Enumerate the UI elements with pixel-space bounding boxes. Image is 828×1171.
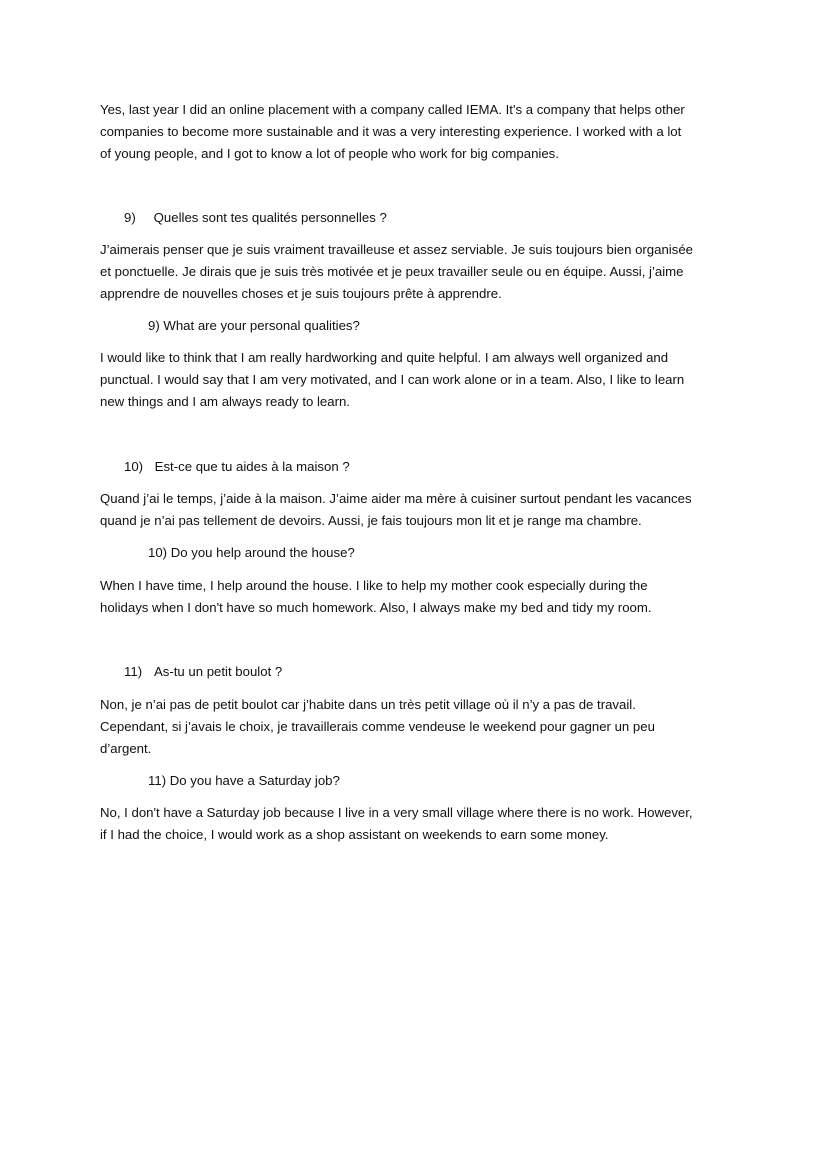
english-question-11: 11) Do you have a Saturday job? [148,773,340,788]
french-question-10 [124,456,350,478]
french-question-9 [124,207,387,229]
english-question-9: 9) What are your personal qualities? [148,318,360,333]
english-question-10: 10) Do you help around the house? [148,545,355,560]
paragraph-line: Yes, last year I did an online placement with a company called IEMA. It's a company that helps other [100,102,685,117]
intro-answer-paragraph [100,99,732,164]
paragraph-line: of young people, and I got to know a lot of people who work for big companies. [100,145,559,161]
paragraph-line: new things and I am always ready to learn. [100,393,350,409]
paragraph-line: Quand j’ai le temps, j’aide à la maison. J’aime aider ma mère à cuisiner surtout pendant les vacances [100,491,692,506]
paragraph-line: No, I don't have a Saturday job because I live in a very small village where there is no work. However, [100,805,693,820]
english-answer-10 [100,575,732,619]
paragraph-line: J’aimerais penser que je suis vraiment travailleuse et assez serviable. Je suis toujours bien organisée [100,242,693,257]
paragraph-line: quand je n’ai pas tellement de devoirs. Aussi, je fais toujours mon lit et je range ma chambre. [100,512,642,528]
paragraph-line: d’argent. [100,740,152,756]
french-answer-10 [100,488,732,532]
french-answer-11 [100,694,732,759]
paragraph-line: companies to become more sustainable and it was a very interesting experience. I worked with a lot [100,123,682,139]
french-answer-9 [100,239,732,304]
question-number: 10) [124,459,144,474]
paragraph-line: apprendre de nouvelles choses et je suis toujours prête à apprendre. [100,285,502,301]
paragraph-line: if I had the choice, I would work as a shop assistant on weekends to earn some money. [100,826,609,842]
english-answer-9 [100,347,732,412]
english-answer-11 [100,802,732,846]
question-text: Est-ce que tu aides à la maison ? [154,459,350,474]
paragraph-line: holidays when I don't have so much homework. Also, I always make my bed and tidy my room. [100,599,652,615]
french-question-11 [124,661,282,683]
paragraph-line: Cependant, si j’avais le choix, je travaillerais comme vendeuse le weekend pour gagner un peu [100,718,655,734]
question-number: 11) [124,664,143,679]
paragraph-line: When I have time, I help around the house. I like to help my mother cook especially during the [100,578,648,593]
paragraph-line: Non, je n’ai pas de petit boulot car j’habite dans un très petit village où il n’y a pas de travail. [100,697,636,712]
question-number: 9) [124,210,136,225]
paragraph-line: punctual. I would say that I am very motivated, and I can work alone or in a team. Also, I like to learn [100,371,685,387]
question-text: Quelles sont tes qualités personnelles ? [153,210,387,225]
paragraph-line: I would like to think that I am really hardworking and quite helpful. I am always well organized and [100,350,669,365]
paragraph-line: et ponctuelle. Je dirais que je suis très motivée et je peux travailler seule ou en équipe. Aussi, j’aime [100,263,684,279]
question-text: As-tu un petit boulot ? [153,664,283,679]
